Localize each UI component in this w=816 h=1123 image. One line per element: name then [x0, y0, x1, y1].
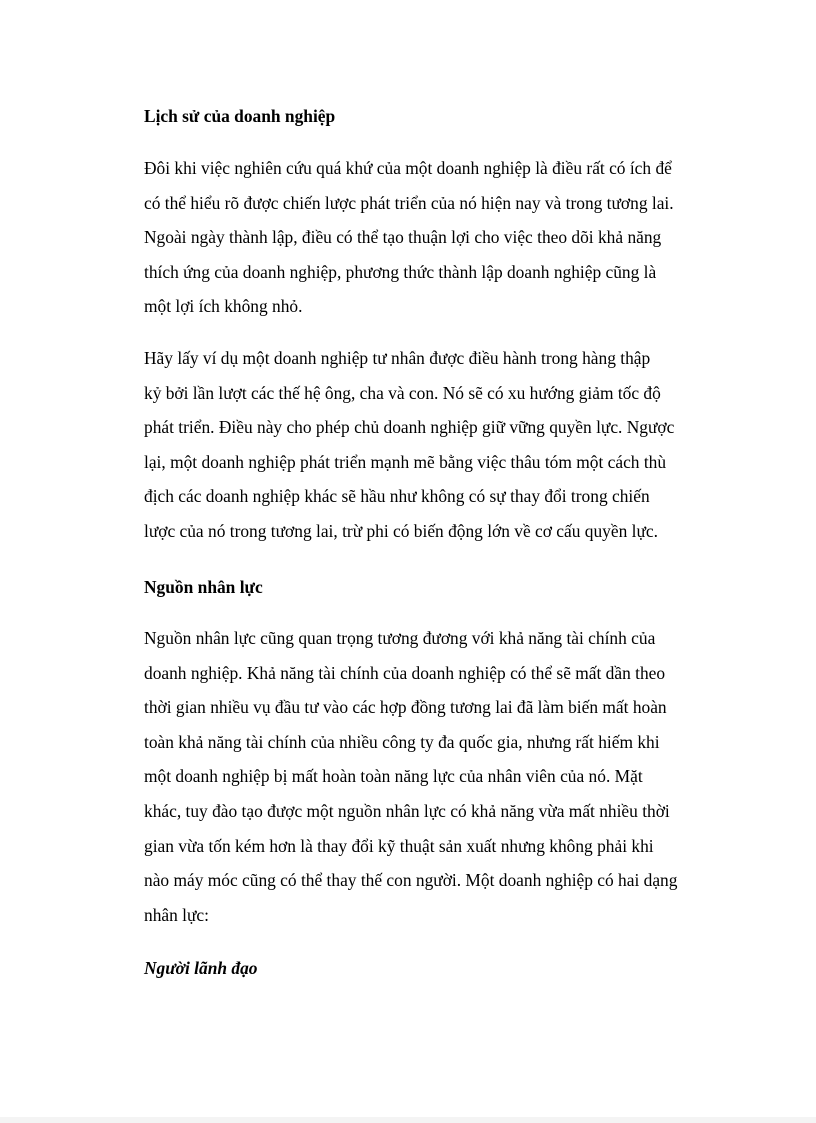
section-heading-human-resources: Nguồn nhân lực: [144, 577, 263, 597]
paragraph-history-2: [144, 341, 704, 549]
text-line: thời gian nhiều vụ đầu tư vào các hợp đồng tương lai đã làm biến mất hoàn: [144, 697, 667, 718]
paragraph-history-1: [144, 151, 704, 324]
section-heading-leader: Người lãnh đạo: [144, 958, 258, 978]
paragraph-human-resources-1: [144, 621, 704, 932]
text-line: một lợi ích không nhỏ.: [144, 296, 303, 317]
text-line: thích ứng của doanh nghiệp, phương thức thành lập doanh nghiệp cũng là: [144, 261, 657, 282]
text-line: một doanh nghiệp bị mất hoàn toàn năng lực của nhân viên của nó. Mặt: [144, 766, 643, 787]
text-line: Hãy lấy ví dụ một doanh nghiệp tư nhân được điều hành trong hàng thập: [144, 348, 651, 368]
text-line: lược của nó trong tương lai, trừ phi có biến động lớn về cơ cấu quyền lực.: [144, 520, 658, 541]
text-line: doanh nghiệp. Khả năng tài chính của doanh nghiệp có thể sẽ mất dần theo: [144, 662, 666, 683]
text-line: toàn khả năng tài chính của nhiều công ty đa quốc gia, nhưng rất hiếm khi: [144, 731, 660, 752]
text-line: kỷ bởi lần lượt các thế hệ ông, cha và con. Nó sẽ có xu hướng giảm tốc độ: [144, 382, 661, 403]
text-line: địch các doanh nghiệp khác sẽ hầu như không có sự thay đổi trong chiến: [144, 486, 650, 507]
text-line: khác, tuy đào tạo được một nguồn nhân lực có khả năng vừa mất nhiều thời: [144, 800, 670, 821]
section-heading-history: Lịch sử của doanh nghiệp: [144, 106, 336, 126]
text-line: Đôi khi việc nghiên cứu quá khứ của một doanh nghiệp là điều rất có ích để: [144, 158, 672, 178]
text-line: phát triển. Điều này cho phép chủ doanh nghiệp giữ vững quyền lực. Ngược: [144, 417, 675, 438]
text-line: có thể hiểu rõ được chiến lược phát triển của nó hiện nay và trong tương lai.: [144, 192, 674, 213]
text-line: gian vừa tốn kém hơn là thay đổi kỹ thuật sản xuất nhưng không phải khi: [144, 835, 654, 856]
text-line: lại, một doanh nghiệp phát triển mạnh mẽ bằng việc thâu tóm một cách thù: [144, 451, 667, 472]
text-line: nhân lực:: [144, 904, 209, 925]
page-bottom-edge: [0, 1117, 816, 1123]
text-line: Nguồn nhân lực cũng quan trọng tương đương với khả năng tài chính của: [144, 628, 656, 648]
text-line: nào máy móc cũng có thể thay thế con người. Một doanh nghiệp có hai dạng: [144, 870, 678, 891]
text-line: Ngoài ngày thành lập, điều có thể tạo thuận lợi cho việc theo dõi khả năng: [144, 227, 662, 248]
